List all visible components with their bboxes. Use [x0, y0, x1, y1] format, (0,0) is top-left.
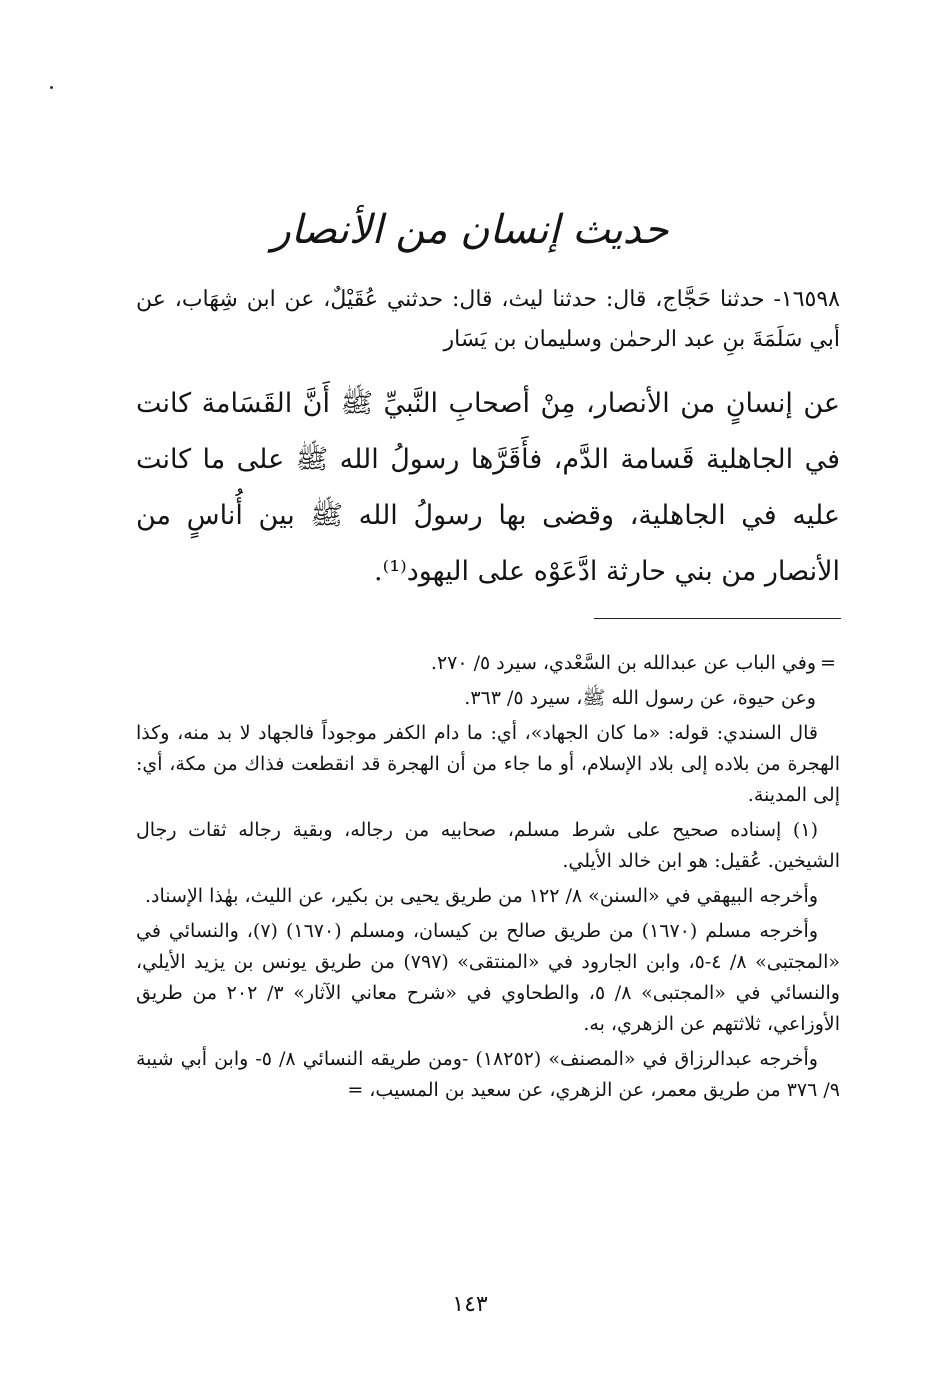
section-title: حديث إنسان من الأنصار	[271, 207, 669, 253]
corner-dot	[50, 86, 53, 89]
page-number: ١٤٣	[452, 1292, 488, 1317]
footnote-sindi: قال السندي: قوله: «ما كان الجهاد»، أي: ما دام الكفر موجوداً فالجهاد لا بد منه، وكذا الهجرة من بلاده إلى بلاد الإسلام، أو ما جاء من أن الهجرة قد انقطعت فذاك من مكة، أي: إلى المدينة.	[136, 722, 840, 806]
hadith-matn: عن إنسانٍ من الأنصار، مِنْ أصحابِ النَّبيِّ ﷺ أَنَّ القَسَامة كانت في الجاهلية قَسامة الدَّم، فأَقَرَّها رسولُ الله ﷺ على ما كانت عليه في الجاهلية، وقضى بها رسولُ الله ﷺ بين أُناسٍ من الأنصار من بني حارثة ادَّعَوْه على اليهود⁽¹⁾.	[136, 388, 840, 587]
footnote-bayhaqi: وأخرجه البيهقي في «السنن» ٨/ ١٢٢ من طريق يحيى بن بكير، عن الليث، بهٰذا الإسناد.	[145, 885, 818, 907]
footnote-1: (١) إسناده صحيح على شرط مسلم، صحابيه من رجاله، وبقية رجاله ثقات رجال الشيخين. عُقيل: هو ابن خالد الأيلي.	[136, 819, 840, 872]
footnote-line: وفي الباب عن عبدالله بن السَّعْدي، سيرد ٥/ ٢٧٠.	[430, 652, 816, 674]
footnote-separator	[594, 618, 841, 619]
footnotes	[136, 648, 840, 1110]
continuation-mark: =	[820, 652, 836, 674]
hadith-isnad: ١٦٥٩٨- حدثنا حَجَّاج، قال: حدثنا ليث، قال: حدثني عُقَيْلٌ، عن ابن شِهَاب، عن أبي سَلَمَةَ بنِ عبد الرحمٰن وسليمان بن يَسَار	[136, 287, 840, 352]
footnote-abdurrazzaq: وأخرجه عبدالرزاق في «المصنف» (١٨٢٥٢) -ومن طريقه النسائي ٨/ ٥- وابن أبي شيبة ٩/ ٣٧٦ من طريق معمر، عن الزهري، عن سعيد بن المسيب، =	[136, 1048, 840, 1101]
footnote-muslim: وأخرجه مسلم (١٦٧٠) من طريق صالح بن كيسان، ومسلم (١٦٧٠) (٧)، والنسائي في «المجتبى» ٨/ ٤-٥، وابن الجارود في «المنتقى» (٧٩٧) من طريق يونس بن يزيد الأيلي، والنسائي في «المجتبى» ٨/ ٥، والطحاوي في «شرح معاني الآثار» ٣/ ٢٠٢ من طريق الأوزاعي، ثلاثتهم عن الزهري، به.	[136, 920, 840, 1035]
footnote-line: وعن حيوة، عن رسول الله ﷺ، سيرد ٥/ ٣٦٣.	[464, 687, 816, 709]
